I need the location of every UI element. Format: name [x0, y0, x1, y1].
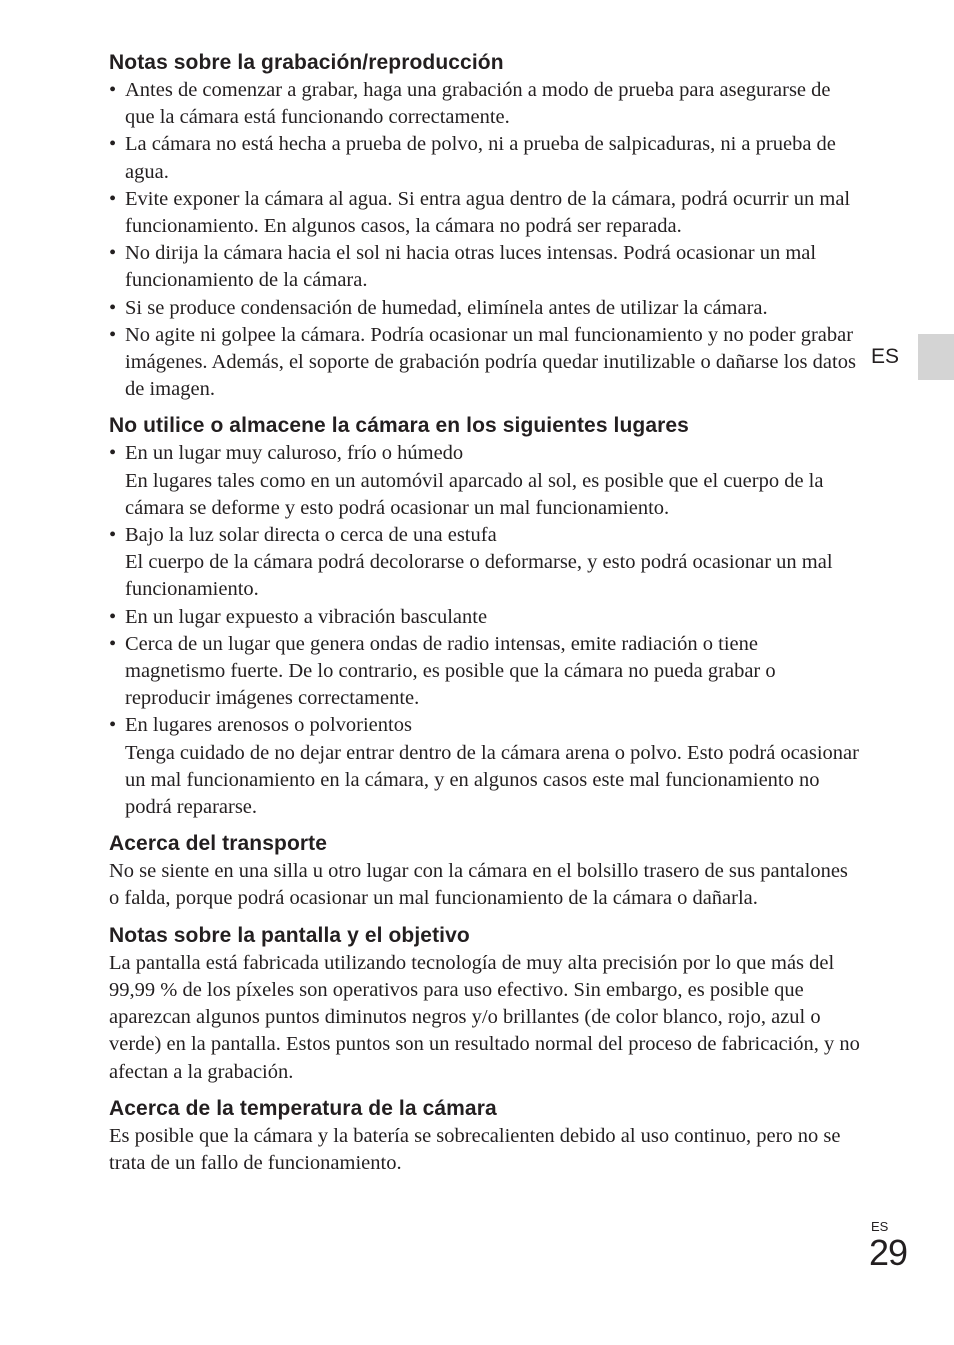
list-item-detail: Tenga cuidado de no dejar entrar dentro de la cámara arena o polvo. Esto podrá ocasionar un mal funcionamiento en la cámara, y en algunos casos este mal funcionamiento no podrá repararse.	[125, 741, 859, 819]
section-temperature	[109, 1095, 861, 1177]
list-item-text: La cámara no está hecha a prueba de polvo, ni a prueba de salpicaduras, ni a prueba de agua.	[125, 133, 836, 183]
list-item-text: No agite ni golpee la cámara. Podría ocasionar un mal funcionamiento y no poder grabar imágenes. Además, el soporte de grabación podría quedar inutilizable o dañarse los datos de imagen.	[125, 323, 856, 401]
list-item	[109, 131, 861, 185]
bullet-icon: •	[109, 133, 117, 156]
list-item-text: Antes de comenzar a grabar, haga una grabación a modo de prueba para asegurarse de que la cámara está funcionando correctamente.	[125, 79, 831, 129]
page-number: 29	[869, 1232, 908, 1273]
page-language-code: ES	[871, 1219, 889, 1234]
bullet-list	[109, 77, 861, 403]
section-screen-lens	[109, 922, 861, 1086]
list-item	[109, 322, 861, 404]
list-item-text: En lugares arenosos o polvorientos	[125, 714, 412, 737]
bullet-icon: •	[109, 79, 117, 101]
list-item-text: Si se produce condensación de humedad, elimínela antes de utilizar la cámara.	[125, 296, 768, 319]
bullet-icon: •	[109, 605, 117, 628]
list-item	[109, 240, 861, 294]
section-body: No se siente en una silla u otro lugar con la cámara en el bolsillo trasero de sus pantalones o falda, porque podrá ocasionar un mal funcionamiento de la cámara o dañarla.	[109, 860, 848, 910]
list-item-text: En un lugar muy caluroso, frío o húmedo	[125, 442, 464, 465]
list-item	[109, 631, 861, 713]
section-heading: No utilice o almacene la cámara en los siguientes lugares	[109, 414, 689, 438]
section-recording-notes	[109, 49, 861, 403]
list-item	[109, 522, 861, 604]
list-item	[109, 440, 861, 522]
section-heading: Acerca de la temperatura de la cámara	[109, 1096, 497, 1120]
section-heading: Notas sobre la grabación/reproducción	[109, 51, 504, 74]
list-item-text: Evite exponer la cámara al agua. Si entra agua dentro de la cámara, podrá ocurrir un mal funcionamiento. En algunos casos, la cámara no podrá ser reparada.	[125, 187, 851, 238]
bullet-icon: •	[109, 632, 117, 655]
list-item-text: Cerca de un lugar que genera ondas de radio intensas, emite radiación o tiene magnetismo fuerte. De lo contrario, es posible que la cámara no pueda grabar o reproducir imágenes correctamente.	[125, 632, 776, 710]
list-item-text: No dirija la cámara hacia el sol ni hacia otras luces intensas. Podrá ocasionar un mal funcionamiento de la cámara.	[125, 242, 817, 292]
list-item	[109, 295, 861, 322]
page-content	[109, 49, 861, 1177]
list-item	[109, 712, 861, 821]
list-item-detail: En lugares tales como en un automóvil aparcado al sol, es posible que el cuerpo de la cámara se deforme y esto podrá ocasionar un mal funcionamiento.	[125, 469, 824, 519]
bullet-icon: •	[109, 187, 117, 210]
list-item	[109, 186, 861, 240]
section-body: La pantalla está fabricada utilizando tecnología de muy alta precisión por lo que más del 99,99 % de los píxeles son operativos para uso efectivo. Sin embargo, es posible que aparezcan algunos puntos diminutos negros y/o brillantes (de color blanco, rojo, azul o verde) en la pantalla. Estos puntos son un resultado normal del proceso de fabricación, y no afectan a la grabación.	[109, 951, 860, 1083]
list-item	[109, 77, 861, 131]
bullet-icon: •	[109, 296, 117, 319]
section-heading: Acerca del transporte	[109, 832, 328, 856]
bullet-icon: •	[109, 524, 117, 547]
list-item-text: En un lugar expuesto a vibración basculante	[125, 605, 488, 628]
bullet-list	[109, 440, 861, 821]
bullet-icon: •	[109, 242, 117, 265]
language-tab-label: ES	[871, 345, 900, 368]
bullet-icon: •	[109, 714, 117, 737]
list-item-detail: El cuerpo de la cámara podrá decolorarse o deformarse, y esto podrá ocasionar un mal funcionamiento.	[125, 551, 833, 601]
language-tab-marker	[918, 334, 954, 380]
list-item	[109, 604, 861, 631]
section-body: Es posible que la cámara y la batería se sobrecalienten debido al uso continuo, pero no se trata de un fallo de funcionamiento.	[109, 1124, 841, 1174]
section-transport	[109, 830, 861, 912]
section-heading: Notas sobre la pantalla y el objetivo	[109, 923, 470, 947]
bullet-icon: •	[109, 442, 117, 465]
bullet-icon: •	[109, 323, 117, 346]
section-storage-locations	[109, 412, 861, 821]
list-item-text: Bajo la luz solar directa o cerca de una estufa	[125, 524, 497, 547]
